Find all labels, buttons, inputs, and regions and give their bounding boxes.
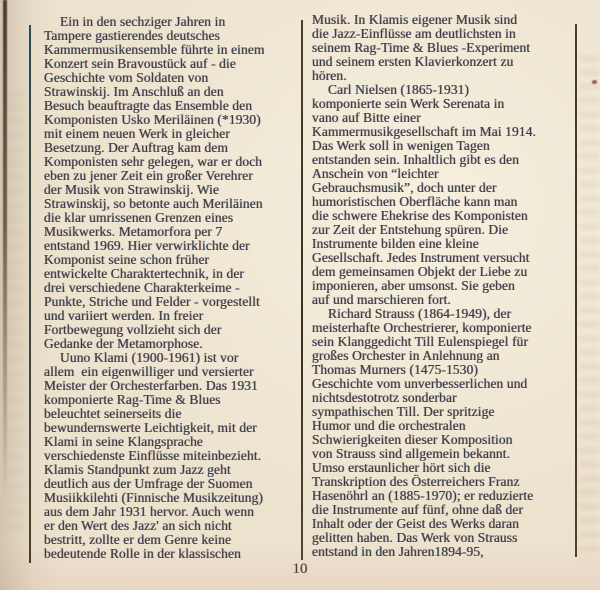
text-line: Das Werk soll in wenigen Tagen (312, 138, 490, 153)
text-line: beleuchtet seinerseits die (44, 406, 182, 421)
text-line: die schwere Ehekrise des Komponisten (312, 208, 528, 223)
text-line: komponierte sein Werk Serenata in (312, 96, 505, 111)
column-rule-right (575, 24, 577, 557)
text-line: und seinem ersten Klavierkonzert zu (312, 54, 514, 69)
text-line: deutlich aus der Umfrage der Suomen (44, 476, 253, 491)
text-line: entwickelte Charaktertechnik, in der (44, 266, 245, 281)
text-line: Richard Strauss (1864-1949), der (328, 306, 512, 321)
column-rule-center (301, 20, 303, 560)
text-line: gelitten haben. Das Werk von Strauss (312, 530, 518, 545)
text-line: mit einem neuen Werk in gleicher (44, 126, 230, 141)
text-line: Punkte, Striche und Felder - vorgestellt (44, 294, 260, 309)
text-line: Geschichte vom unverbesserlichen und (312, 376, 528, 391)
text-line: großes Orchester in Anlehnung an (312, 348, 500, 363)
right-column (312, 13, 574, 559)
text-line: die klar umrissenen Grenzen eines (44, 210, 234, 225)
text-line: Komponisten Usko Meriläinen (*1930) (44, 112, 261, 127)
text-line: Klami in seine Klangsprache (44, 434, 204, 449)
text-line: meisterhafte Orchestrierer, komponierte (312, 320, 532, 335)
text-line: entstanden sein. Inhaltlich gibt es den (312, 152, 520, 167)
text-line: Musiikkilehti (Finnische Musikzeitung) (44, 490, 264, 505)
text-line: auf und marschieren fort. (312, 292, 451, 307)
text-line: der Musik von Strawinskij. Wie (44, 182, 220, 197)
text-line: bestritt, zollte er dem Genre keine (44, 532, 232, 547)
text-line: Ein in den sechziger Jahren in (60, 14, 226, 29)
text-line: Schwierigkeiten dieser Komposition (312, 432, 513, 447)
text-line: er den Wert des Jazz' an sich nicht (44, 518, 232, 533)
text-line: zur Zeit der Entstehung spüren. Die (312, 222, 509, 237)
text-line: allem ein eigenwilliger und versierter (44, 364, 254, 379)
text-line: Gesellschaft. Jedes Instrument versucht (312, 250, 530, 265)
text-line: dem gemeinsamen Objekt der Liebe zu (312, 264, 528, 279)
text-line: seinem Rag-Time & Blues -Experiment (312, 40, 531, 55)
page-edge-shadow (3, 0, 7, 500)
text-line: und variiert werden. In freier (44, 308, 204, 323)
text-line: Musikwerks. Metamorfora per 7 (44, 224, 223, 239)
bleedthrough-artifact-left (8, 90, 26, 530)
text-line: Humor und die orchestralen (312, 418, 466, 433)
text-line: Komponist seine schon früher (44, 252, 210, 267)
text-line: die Instrumente auf fünf, ohne daß der (312, 502, 524, 517)
text-line: Klamis Standpunkt zum Jazz geht (44, 462, 231, 477)
text-line: Gebrauchsmusik”, doch unter der (312, 180, 497, 195)
text-line: Hasenöhrl an (1885-1970); er reduzierte (312, 488, 534, 503)
text-line: Kammermusikgesellschaft im Mai 1914. (312, 124, 537, 139)
text-line: Geschichte vom Soldaten von (44, 70, 209, 85)
text-line: Carl Nielsen (1865-1931) (328, 82, 470, 97)
text-line: Kammermusikensemble führte in einem (44, 42, 265, 57)
text-line: verschiedenste Einflüsse miteinbezieht. (44, 448, 262, 463)
text-line: entstand 1969. Hier verwirklichte der (44, 238, 250, 253)
text-line: Meister der Orchesterfarben. Das 1931 (44, 378, 258, 393)
text-line: Besuch beauftragte das Ensemble den (44, 98, 253, 113)
text-line: Besetzung. Der Auftrag kam dem (44, 140, 229, 155)
text-line: drei verschiedene Charakterkeime - (44, 280, 240, 295)
text-line: bewundernswerte Leichtigkeit, mit der (44, 420, 257, 435)
text-line: Umso erstaunlicher hört sich die (312, 460, 491, 475)
text-line: Konzert sein Bravoustück auf - die (44, 56, 236, 71)
text-line: Musik. In Klamis eigener Musik sind (312, 12, 518, 27)
text-line: Instrumente bilden eine kleine (312, 236, 479, 251)
text-line: Anschein von “leichter (312, 166, 439, 181)
text-line: Gedanke der Metamorphose. (44, 336, 203, 351)
text-line: Strawinskij. Im Anschluß an den (44, 84, 224, 99)
text-line: Tampere gastierendes deutsches (44, 28, 220, 43)
text-line: Inhalt oder der Geist des Werks daran (312, 516, 520, 531)
page-number: 10 (292, 561, 308, 577)
text-line: aus dem Jahr 1931 hervor. Auch wenn (44, 504, 255, 519)
left-column (44, 15, 289, 561)
text-line: die Jazz-Einflüsse am deutlichsten in (312, 26, 516, 41)
text-line: vano auf Bitte einer (312, 110, 421, 125)
text-line: bedeutende Rolle in der klassischen (44, 546, 241, 561)
text-line: sein Klanggedicht Till Eulenspiegel für (312, 334, 529, 349)
text-line: humoristischen Oberfläche kann man (312, 194, 518, 209)
text-line: eben zu jener Zeit ein großer Verehrer (44, 168, 253, 183)
text-line: Uuno Klami (1900-1961) ist vor (60, 350, 239, 365)
text-line: Transkription des Österreichers Franz (312, 474, 520, 489)
text-line: hören. (312, 68, 347, 83)
text-line: Thomas Murners (1475-1530) (312, 362, 479, 377)
text-line: nichtsdestotrotz sonderbar (312, 390, 457, 405)
text-line: Komponisten sehr gelegen, war er doch (44, 154, 263, 169)
text-line: komponierte Rag-Time & Blues (44, 392, 221, 407)
ink-speck (592, 80, 597, 84)
bleedthrough-artifact-right (579, 55, 599, 560)
column-rule-left (29, 25, 31, 563)
text-line: entstand in den Jahren1894-95, (312, 544, 484, 559)
text-line: Strawinskij, so betonte auch Meriläinen (44, 196, 263, 211)
text-line: von Strauss sind allgemein bekannt. (312, 446, 511, 461)
text-line: Fortbewegung vollzieht sich der (44, 322, 222, 337)
text-line: sympathischen Till. Der spritzige (312, 404, 495, 419)
text-line: imponieren, aber umsonst. Sie geben (312, 278, 515, 293)
